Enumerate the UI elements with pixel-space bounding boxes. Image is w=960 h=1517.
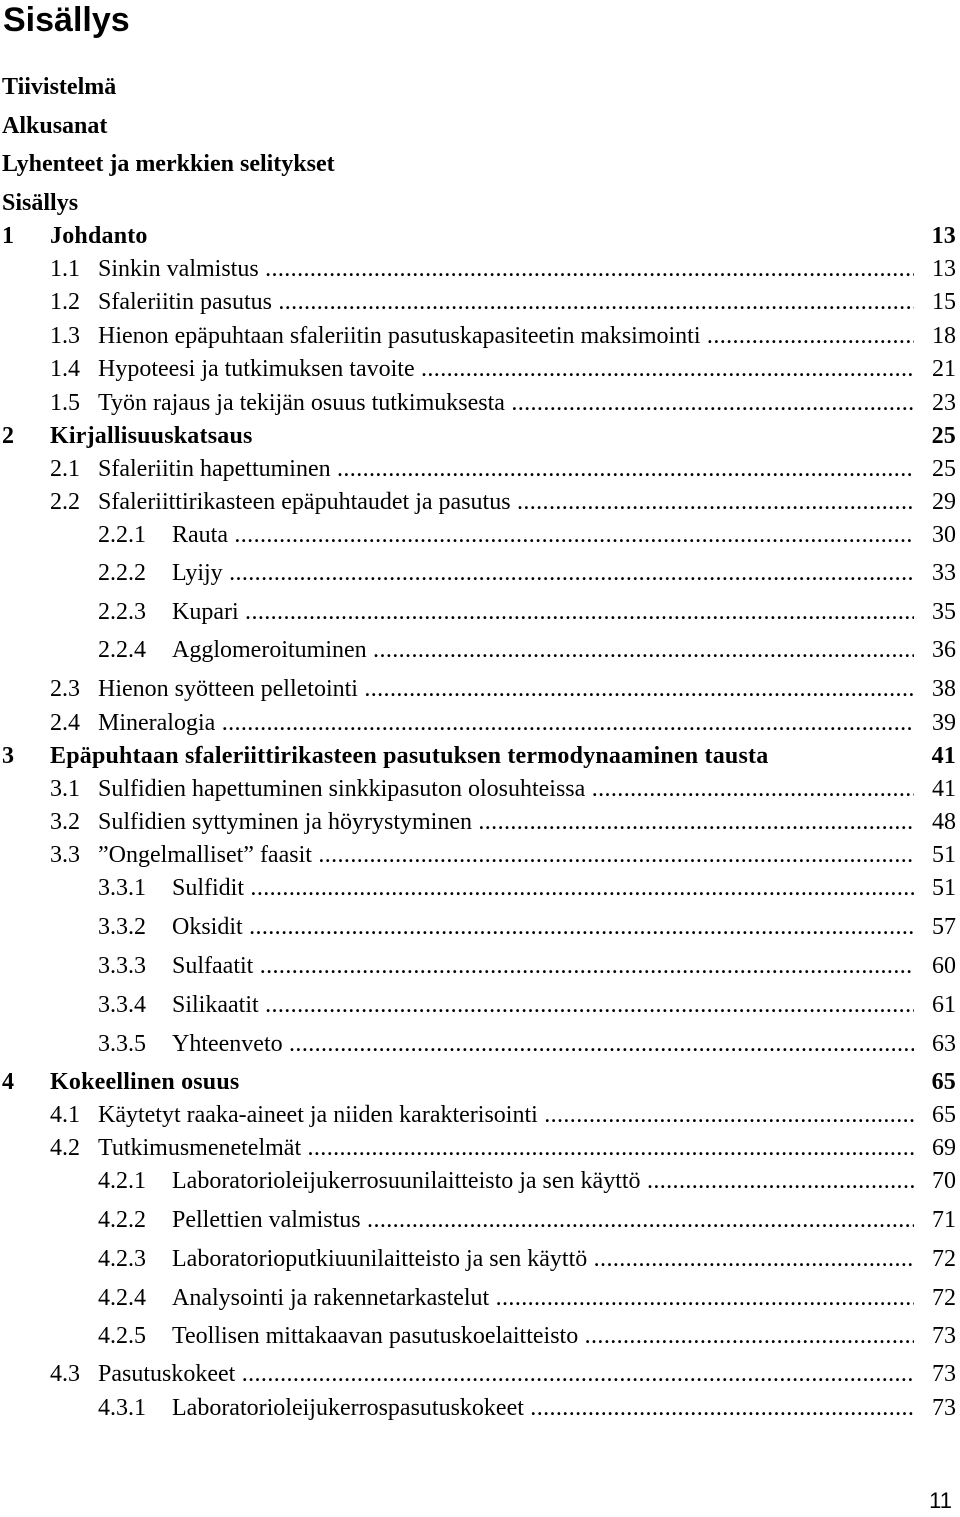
toc-entry[interactable]: [0, 1132, 956, 1164]
toc-entry-number: 2.2: [50, 489, 80, 515]
toc-entry-number: 1.3: [50, 323, 80, 349]
toc-entry-title: ”Ongelmalliset” faasit .....: [98, 839, 914, 871]
toc-entry-page: 60: [932, 953, 956, 979]
toc-entry[interactable]: [0, 1204, 956, 1236]
toc-entry-number: 3.1: [50, 776, 80, 802]
toc-entry-title: Sulfidien syttyminen ja höyrystyminen .....: [98, 806, 914, 838]
toc-entry-title: Johdanto: [50, 223, 148, 249]
toc-entry[interactable]: [0, 353, 956, 385]
toc-entry-page: 21: [932, 356, 956, 382]
toc-entry-page: 38: [932, 676, 956, 702]
toc-entry-title: Kirjallisuuskatsaus: [50, 423, 253, 449]
toc-entry-title: Sulfaatit .....: [172, 950, 914, 982]
toc-entry[interactable]: [0, 707, 956, 739]
toc-entry-number: 4.2: [50, 1135, 80, 1161]
page-number: 11: [929, 1488, 952, 1513]
toc-entry-title: Kokeellinen osuus: [50, 1069, 240, 1095]
toc-entry[interactable]: [0, 1358, 956, 1390]
page-title: Sisällys: [3, 1, 130, 39]
toc-entry[interactable]: [0, 989, 956, 1021]
toc-entry-title: Teollisen mittakaavan pasutuskoelaitteisto .....: [172, 1320, 914, 1352]
toc-entry-number: 3: [2, 743, 15, 769]
toc-entry[interactable]: [0, 486, 956, 518]
toc-entry[interactable]: [0, 387, 956, 419]
front-matter-item[interactable]: Lyhenteet ja merkkien selitykset: [2, 151, 335, 177]
toc-entry-title: Oksidit .....: [172, 911, 914, 943]
toc-entry[interactable]: [0, 1099, 956, 1131]
toc-entry-number: 4.1: [50, 1102, 80, 1128]
toc-entry-number: 4.2.4: [98, 1285, 146, 1311]
toc-entry[interactable]: [0, 1243, 956, 1275]
toc-entry[interactable]: [0, 673, 956, 705]
toc-entry-number: 3.3.5: [98, 1031, 146, 1057]
toc-entry-page: 41: [932, 776, 956, 802]
toc-entry-title: Laboratorioleijukerrosuunilaitteisto ja sen käyttö .....: [172, 1165, 914, 1197]
toc-entry[interactable]: [0, 1392, 956, 1424]
toc-entry-page: 18: [932, 323, 956, 349]
toc-chapter-entry[interactable]: [0, 420, 956, 452]
toc-entry-number: 2.4: [50, 710, 80, 736]
toc-entry-title: Agglomeroituminen .....: [172, 634, 914, 666]
toc-entry-page: 39: [932, 710, 956, 736]
toc-entry-page: 65: [931, 1069, 956, 1095]
toc-chapter-entry[interactable]: [0, 740, 956, 772]
toc-entry-number: 2.2.2: [98, 560, 146, 586]
toc-entry-page: 15: [932, 289, 956, 315]
front-matter-item[interactable]: Alkusanat: [2, 113, 108, 139]
toc-entry-title: Hienon syötteen pelletointi .....: [98, 673, 914, 705]
toc-entry-page: 63: [932, 1031, 956, 1057]
toc-entry-page: 25: [932, 456, 956, 482]
toc-entry-title: Kupari .....: [172, 596, 914, 628]
toc-entry[interactable]: [0, 806, 956, 838]
toc-entry[interactable]: [0, 1320, 956, 1352]
toc-entry[interactable]: [0, 557, 956, 589]
toc-entry-title: Lyijy .....: [172, 557, 914, 589]
toc-entry-number: 3.3: [50, 842, 80, 868]
toc-entry-title: Työn rajaus ja tekijän osuus tutkimuksesta .....: [98, 387, 914, 419]
toc-entry-title: Pasutuskokeet .....: [98, 1358, 914, 1390]
toc-entry[interactable]: [0, 253, 956, 285]
toc-entry-number: 2.2.3: [98, 599, 146, 625]
front-matter-item[interactable]: Sisällys: [2, 190, 79, 216]
toc-entry-number: 1.2: [50, 289, 80, 315]
toc-entry-title: Sulfidit .....: [172, 872, 914, 904]
toc-entry-title: Sfaleriitin hapettuminen .....: [98, 453, 914, 485]
toc-entry[interactable]: [0, 519, 956, 551]
toc-entry[interactable]: [0, 872, 956, 904]
toc-entry-page: 61: [932, 992, 956, 1018]
toc-entry-page: 71: [932, 1207, 956, 1233]
toc-entry-page: 48: [932, 809, 956, 835]
toc-entry-title: Epäpuhtaan sfaleriittirikasteen pasutuksen termodynaaminen tausta: [50, 743, 769, 769]
toc-entry-page: 29: [932, 489, 956, 515]
toc-entry-title: Laboratorioleijukerrospasutuskokeet .....: [172, 1392, 914, 1424]
toc-entry-number: 2.2.1: [98, 522, 146, 548]
toc-entry-number: 4.2.1: [98, 1168, 146, 1194]
toc-entry[interactable]: [0, 839, 956, 871]
toc-entry-page: 35: [932, 599, 956, 625]
toc-entry-page: 51: [932, 875, 956, 901]
toc-entry-number: 2: [2, 423, 15, 449]
toc-entry-page: 23: [932, 390, 956, 416]
toc-entry-title: Silikaatit .....: [172, 989, 914, 1021]
toc-entry-number: 2.2.4: [98, 637, 146, 663]
toc-entry[interactable]: [0, 911, 956, 943]
toc-entry-page: 69: [932, 1135, 956, 1161]
toc-entry-title: Hienon epäpuhtaan sfaleriitin pasutuskapasiteetin maksimointi .....: [98, 320, 914, 352]
toc-entry-number: 4.3.1: [98, 1395, 146, 1421]
toc-entry-page: 51: [932, 842, 956, 868]
toc-entry-number: 1: [2, 223, 15, 249]
toc-entry-page: 70: [932, 1168, 956, 1194]
toc-entry-page: 73: [932, 1323, 956, 1349]
toc-entry-page: 41: [931, 743, 956, 769]
toc-entry-page: 73: [932, 1361, 956, 1387]
toc-entry-title: Tutkimusmenetelmät .....: [98, 1132, 914, 1164]
toc-entry-page: 13: [932, 256, 956, 282]
toc-entry-number: 4.3: [50, 1361, 80, 1387]
toc-entry-page: 57: [932, 914, 956, 940]
toc-entry-number: 3.3.4: [98, 992, 146, 1018]
toc-entry[interactable]: [0, 286, 956, 318]
toc-chapter-entry[interactable]: [0, 220, 956, 252]
toc-entry-number: 2.1: [50, 456, 80, 482]
toc-entry-number: 3.3.3: [98, 953, 146, 979]
toc-entry-number: 4: [2, 1069, 15, 1095]
toc-entry-number: 4.2.3: [98, 1246, 146, 1272]
toc-entry[interactable]: [0, 773, 956, 805]
toc-entry-number: 3.3.1: [98, 875, 146, 901]
toc-entry[interactable]: [0, 634, 956, 666]
toc-entry[interactable]: [0, 1165, 956, 1197]
toc-entry-page: 73: [932, 1395, 956, 1421]
toc-entry-page: 36: [932, 637, 956, 663]
toc-entry-title: Sulfidien hapettuminen sinkkipasuton olosuhteissa .....: [98, 773, 914, 805]
toc-entry[interactable]: [0, 1282, 956, 1314]
toc-entry-title: Sfaleriittirikasteen epäpuhtaudet ja pasutus .....: [98, 486, 914, 518]
toc-entry-title: Laboratorioputkiuunilaitteisto ja sen käyttö .....: [172, 1243, 914, 1275]
toc-entry[interactable]: [0, 596, 956, 628]
toc-entry-title: Rauta .....: [172, 519, 914, 551]
toc-entry-number: 4.2.5: [98, 1323, 146, 1349]
toc-entry-page: 13: [931, 223, 956, 249]
toc-entry-page: 65: [932, 1102, 956, 1128]
toc-entry-number: 1.5: [50, 390, 80, 416]
toc-entry-page: 30: [932, 522, 956, 548]
toc-entry-page: 25: [931, 423, 956, 449]
toc-entry-number: 3.2: [50, 809, 80, 835]
toc-entry-title: Analysointi ja rakennetarkastelut .....: [172, 1282, 914, 1314]
toc-entry-title: Käytetyt raaka-aineet ja niiden karakterisointi .....: [98, 1099, 914, 1131]
toc-chapter-entry[interactable]: [0, 1066, 956, 1098]
toc-entry-title: Hypoteesi ja tutkimuksen tavoite .....: [98, 353, 914, 385]
toc-entry-title: Pellettien valmistus .....: [172, 1204, 914, 1236]
toc-entry-title: Sinkin valmistus .....: [98, 253, 914, 285]
toc-entry[interactable]: [0, 1028, 956, 1060]
toc-entry-number: 1.1: [50, 256, 80, 282]
toc-entry-number: 1.4: [50, 356, 80, 382]
toc-entry[interactable]: [0, 950, 956, 982]
front-matter-item[interactable]: Tiivistelmä: [2, 74, 117, 100]
toc-entry-number: 4.2.2: [98, 1207, 146, 1233]
toc-entry-page: 72: [932, 1246, 956, 1272]
toc-entry[interactable]: [0, 453, 956, 485]
toc-entry-page: 33: [932, 560, 956, 586]
toc-entry-number: 2.3: [50, 676, 80, 702]
toc-entry-number: 3.3.2: [98, 914, 146, 940]
toc-entry-title: Mineralogia .....: [98, 707, 914, 739]
toc-entry[interactable]: [0, 320, 956, 352]
toc-entry-title: Sfaleriitin pasutus .....: [98, 286, 914, 318]
toc-entry-title: Yhteenveto .....: [172, 1028, 914, 1060]
toc-entry-page: 72: [932, 1285, 956, 1311]
